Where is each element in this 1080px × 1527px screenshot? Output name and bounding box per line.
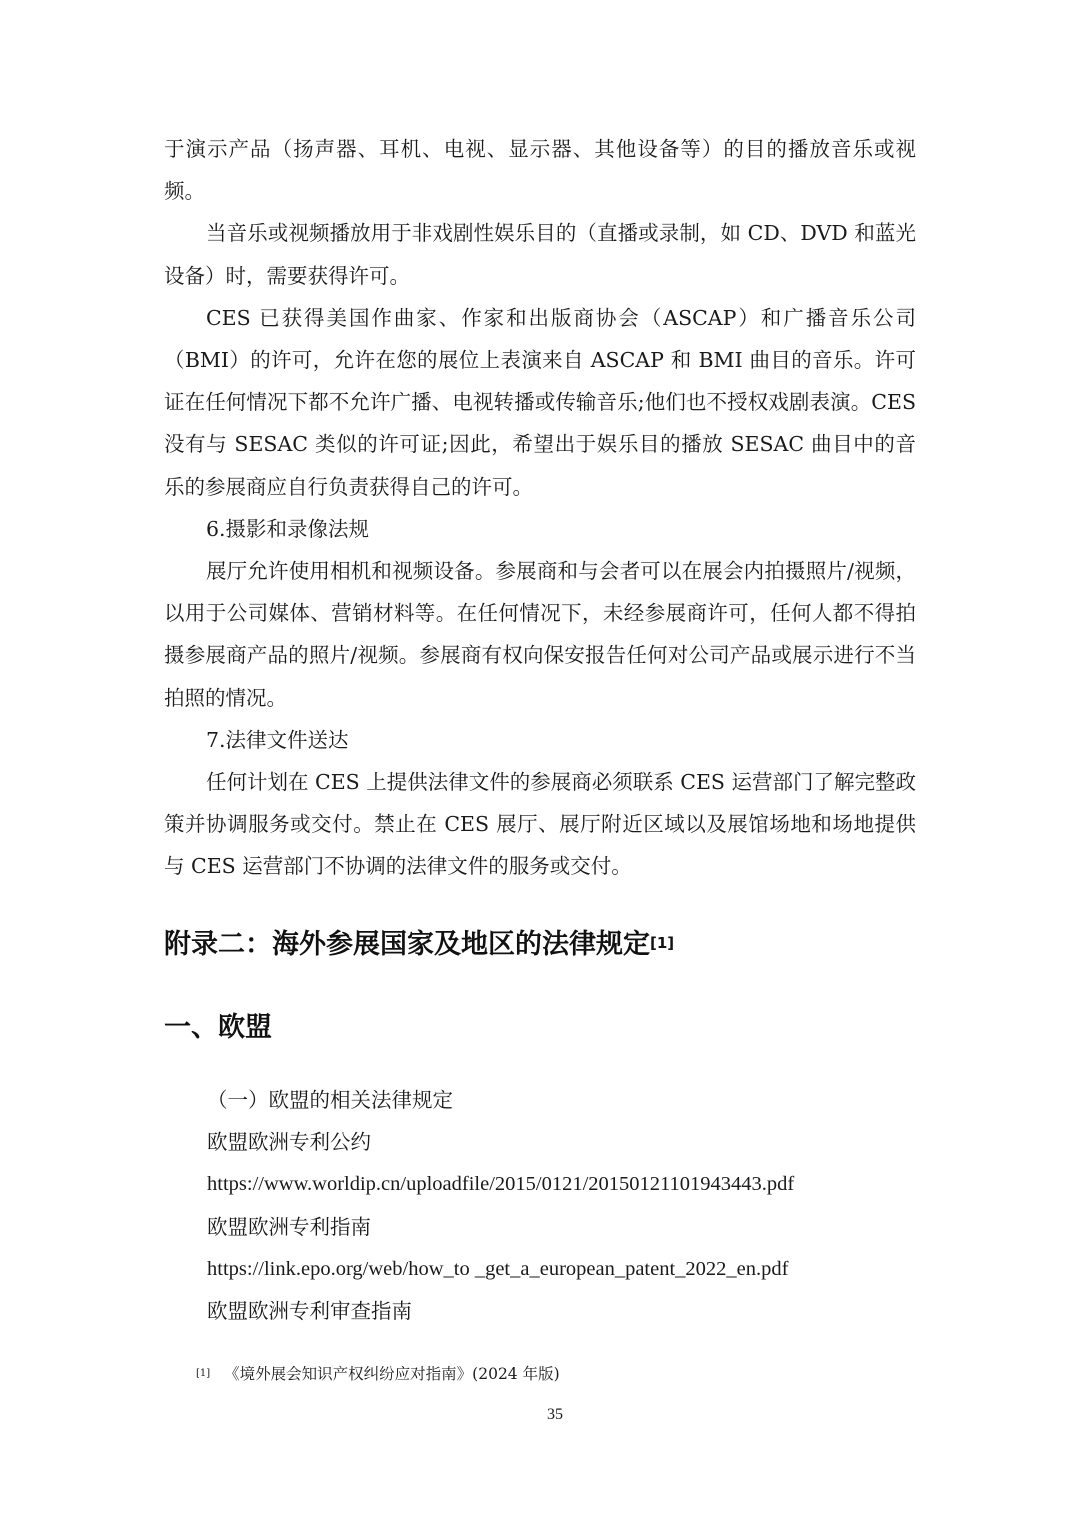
list-item-link[interactable]: https://www.worldip.cn/uploadfile/2015/0121/20150121101943443.pdf bbox=[207, 1173, 795, 1196]
eu-law-list bbox=[207, 1079, 927, 1332]
list-item-link[interactable]: https://link.epo.org/web/how_to _get_a_european_patent_2022_en.pdf bbox=[207, 1257, 789, 1280]
footnote-reference[interactable]: [1] bbox=[650, 934, 675, 952]
section-title-eu: 一、欧盟 bbox=[164, 1012, 272, 1043]
list-item-name: 欧盟欧洲专利审查指南 bbox=[207, 1299, 412, 1324]
appendix-title bbox=[164, 925, 674, 965]
list-item-name: 欧盟欧洲专利指南 bbox=[207, 1214, 371, 1239]
heading-photo-video-rules: 6.摄影和录像法规 bbox=[206, 516, 370, 541]
paragraph-ascap-bmi: CES 已获得美国作曲家、作家和出版商协会（ASCAP）和广播音乐公司（BMI）的许可，允许在您的展位上表演来自 ASCAP 和 BMI 曲目的音乐。许可证在任何情况下都不允许广播、电视转播或传输音乐;他们也不授权戏剧表演。CES 没有与 SESAC 类似的许可证;因此，希望出于娱乐目的播放 SESAC 曲目中的音乐的参展商应自行负责获得自己的许可。 bbox=[164, 305, 916, 499]
heading-legal-service: 7.法律文件送达 bbox=[206, 727, 349, 752]
footnote-text: 《境外展会知识产权纠纷应对指南》(2024 年版) bbox=[224, 1365, 560, 1383]
paragraph-demo-playback: 于演示产品（扬声器、耳机、电视、显示器、其他设备等）的目的播放音乐或视频。 bbox=[164, 137, 916, 204]
paragraph-license-required: 当音乐或视频播放用于非戏剧性娱乐目的（直播或录制，如 CD、DVD 和蓝光设备）时，需要获得许可。 bbox=[164, 221, 916, 288]
list-item-name: 欧盟欧洲专利公约 bbox=[207, 1130, 371, 1155]
footnote-mark: [1] bbox=[196, 1368, 211, 1379]
body-text bbox=[164, 128, 916, 888]
subsection-title: （一）欧盟的相关法律规定 bbox=[207, 1088, 453, 1112]
paragraph-photo-video: 展厅允许使用相机和视频设备。参展商和与会者可以在展会内拍摄照片/视频，以用于公司媒体、营销材料等。在任何情况下，未经参展商许可，任何人都不得拍摄参展商产品的照片/视频。参展商有权向保安报告任何对公司产品或展示进行不当拍照的情况。 bbox=[164, 559, 916, 710]
paragraph-legal-service: 任何计划在 CES 上提供法律文件的参展商必须联系 CES 运营部门了解完整政策并协调服务或交付。禁止在 CES 展厅、展厅附近区域以及展馆场地和场地提供与 CES 运营部门不协调的法律文件的服务或交付。 bbox=[164, 770, 916, 879]
page-number: 35 bbox=[547, 1406, 563, 1423]
footnote bbox=[196, 1362, 560, 1386]
appendix-title-text: 附录二：海外参展国家及地区的法律规定 bbox=[164, 929, 650, 960]
